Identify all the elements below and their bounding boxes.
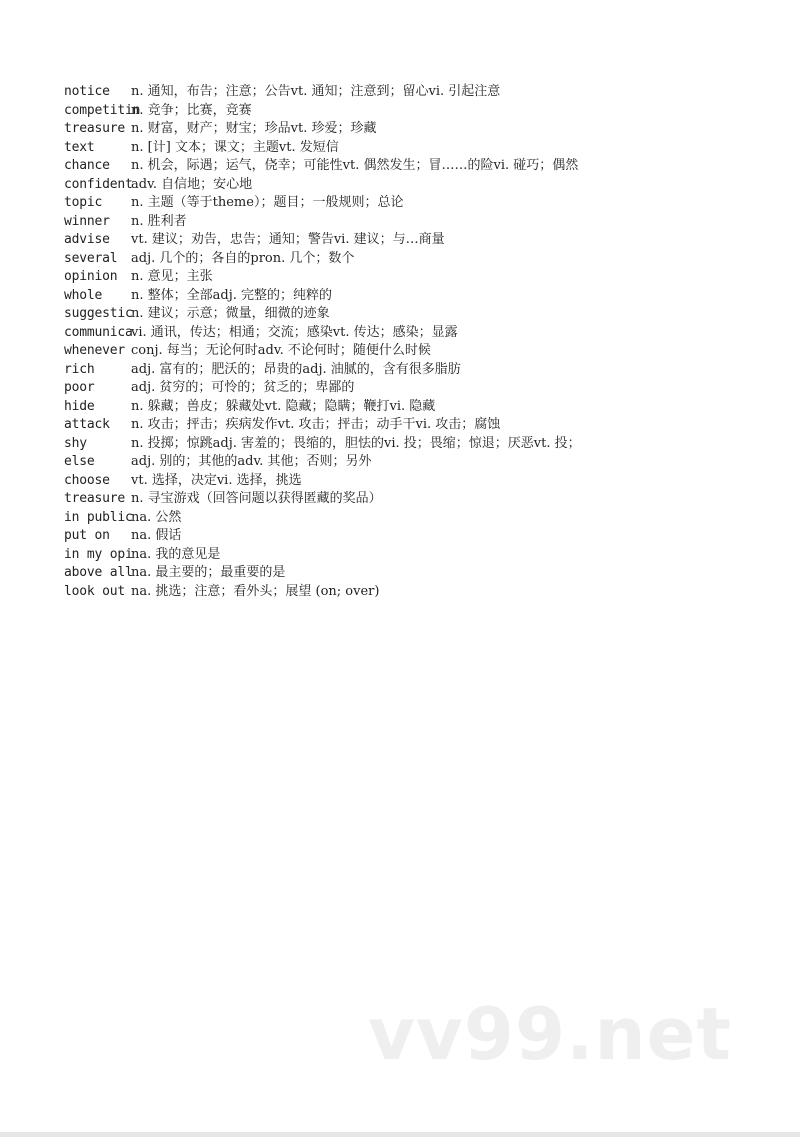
vocab-word: look out	[64, 583, 126, 599]
vocab-row	[64, 324, 676, 343]
vocab-word: above all	[64, 565, 133, 580]
vocab-definition: vi. 通讯，传达；相通；交流；感染vt. 传达；感染；显露	[131, 324, 458, 340]
vocab-row	[64, 342, 676, 361]
vocab-row	[64, 231, 676, 250]
vocab-row	[64, 509, 676, 528]
vocab-row	[64, 157, 676, 176]
vocab-definition: n. 胜利者	[131, 213, 187, 229]
vocab-word: competitin	[64, 102, 141, 118]
vocab-definition: n. [计] 文本；课文；主题vt. 发短信	[131, 139, 339, 155]
vocab-row	[64, 268, 676, 287]
vocab-row	[64, 490, 676, 509]
vocab-row	[64, 176, 676, 195]
vocab-word: in my opi	[64, 546, 133, 562]
vocab-word: winner	[64, 213, 110, 229]
vocab-row	[64, 361, 676, 380]
vocab-row	[64, 583, 676, 602]
vocab-row	[64, 83, 676, 102]
vocab-row	[64, 453, 676, 472]
vocab-word: rich	[64, 361, 95, 377]
vocab-definition: n. 躲藏；兽皮；躲藏处vt. 隐藏；隐瞒；鞭打vi. 隐藏	[131, 398, 436, 414]
vocab-definition: n. 通知，布告；注意；公告vt. 通知；注意到；留心vi. 引起注意	[131, 84, 501, 99]
vocab-definition: n. 整体；全部adj. 完整的；纯粹的	[131, 287, 333, 303]
vocab-definition: n. 机会，际遇；运气，侥幸；可能性vt. 偶然发生；冒……的险vi. 碰巧；偶然	[131, 158, 579, 173]
vocab-definition: n. 建议；示意；微量，细微的迹象	[131, 306, 330, 321]
vocab-definition: na. 公然	[131, 509, 182, 525]
vocab-row	[64, 398, 676, 417]
vocab-row	[64, 139, 676, 158]
page-bottom-edge	[0, 1132, 800, 1137]
vocab-definition: n. 意见；主张	[131, 269, 213, 284]
vocab-word: whole	[64, 287, 103, 303]
vocab-row	[64, 194, 676, 213]
vocab-word: attack	[64, 417, 110, 432]
vocab-word: suggestic	[64, 306, 133, 321]
vocab-definition: n. 寻宝游戏（回答问题以获得匿藏的奖品）	[131, 491, 382, 506]
vocab-word: in public	[64, 509, 133, 525]
vocab-row	[64, 250, 676, 269]
vocab-definition: vt. 选择，决定vi. 选择，挑选	[131, 472, 302, 488]
vocab-definition: vt. 建议；劝告，忠告；通知；警告vi. 建议；与…商量	[131, 232, 445, 247]
vocab-word: shy	[64, 435, 87, 451]
vocab-row	[64, 416, 676, 435]
vocab-definition: n. 投掷；惊跳adj. 害羞的；畏缩的，胆怯的vi. 投；畏缩；惊退；厌恶vt. 投；	[131, 435, 581, 451]
vocab-word: opinion	[64, 269, 118, 284]
vocab-row	[64, 213, 676, 232]
vocab-row	[64, 564, 676, 583]
vocab-row	[64, 305, 676, 324]
vocab-word: communica	[64, 324, 133, 340]
vocab-word: choose	[64, 472, 110, 488]
vocab-word: confident	[64, 176, 133, 192]
vocab-word: treasure	[64, 491, 126, 506]
vocab-word: advise	[64, 232, 110, 247]
vocab-definition: adj. 富有的；肥沃的；昂贵的adj. 油腻的，含有很多脂肪	[131, 361, 461, 377]
vocab-row	[64, 472, 676, 491]
vocab-definition: n. 财富，财产；财宝；珍品vt. 珍爱；珍藏	[131, 121, 377, 136]
vocab-definition: na. 我的意见是	[131, 546, 221, 562]
vocab-definition: n. 主题（等于theme）；题目；一般规则；总论	[131, 195, 404, 210]
vocabulary-list	[64, 83, 676, 601]
vocab-row	[64, 120, 676, 139]
vocab-word: put on	[64, 528, 110, 543]
vocab-row	[64, 435, 676, 454]
vocab-word: several	[64, 250, 118, 266]
vocab-definition: adj. 几个的；各自的pron. 几个；数个	[131, 250, 355, 266]
vocab-word: chance	[64, 158, 110, 173]
vocab-definition: na. 最主要的；最重要的是	[131, 565, 286, 580]
vocab-word: notice	[64, 84, 110, 99]
vocab-definition: na. 挑选；注意；看外头；展望 (on; over)	[131, 583, 380, 599]
vocab-word: topic	[64, 195, 103, 210]
vocab-definition: adj. 贫穷的；可怜的；贫乏的；卑鄙的	[131, 380, 355, 395]
vocab-word: else	[64, 454, 95, 469]
vocab-word: poor	[64, 380, 95, 395]
vocab-word: whenever	[64, 343, 126, 358]
vocab-definition: conj. 每当；无论何时adv. 不论何时；随便什么时候	[131, 343, 431, 358]
watermark: vv99.net	[368, 992, 732, 1076]
vocabulary-table	[64, 83, 676, 601]
vocab-definition: adj. 别的；其他的adv. 其他；否则；另外	[131, 454, 372, 469]
vocab-row	[64, 287, 676, 306]
vocab-definition: na. 假话	[131, 528, 182, 543]
vocab-row	[64, 527, 676, 546]
vocab-row	[64, 546, 676, 565]
vocab-definition: adv. 自信地；安心地	[131, 176, 253, 192]
vocab-row	[64, 379, 676, 398]
vocab-definition: n. 攻击；抨击；疾病发作vt. 攻击；抨击；动手干vi. 攻击；腐蚀	[131, 417, 501, 432]
vocab-definition: n. 竞争；比赛，竞赛	[131, 102, 252, 118]
vocab-word: treasure	[64, 121, 126, 136]
vocab-word: text	[64, 139, 95, 155]
vocab-row	[64, 102, 676, 121]
vocab-word: hide	[64, 398, 95, 414]
